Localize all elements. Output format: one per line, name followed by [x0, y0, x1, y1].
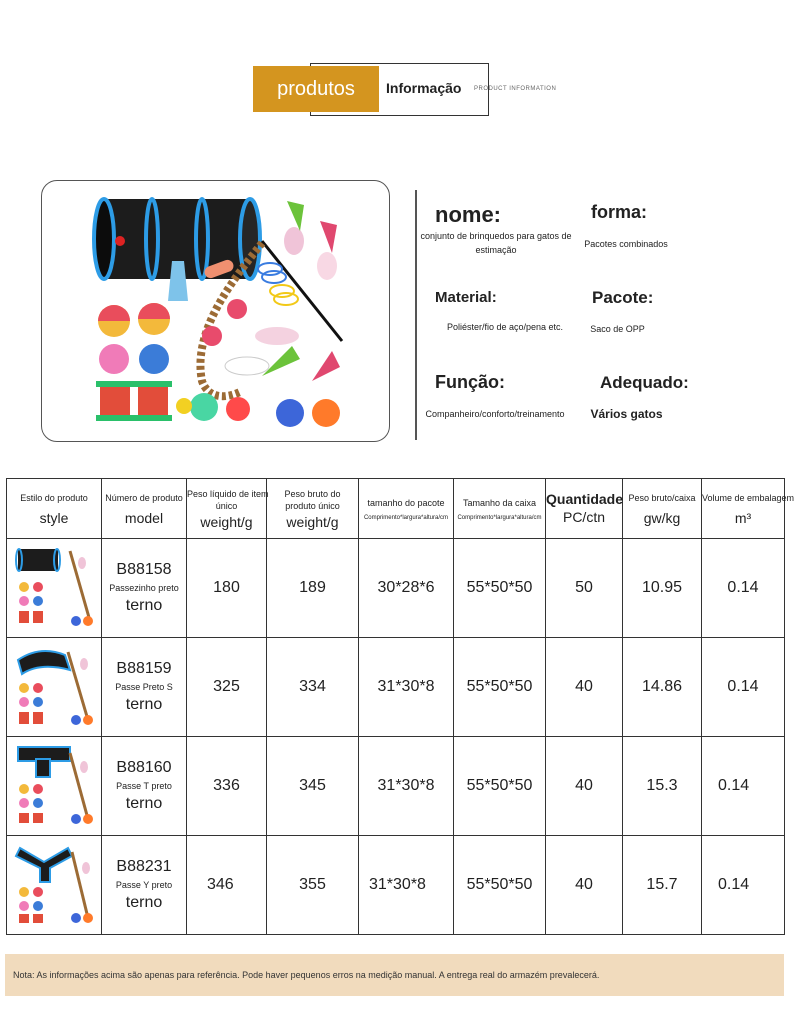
disclaimer-note: Nota: As informações acima são apenas para referência. Pode haver pequenos erros na medição manual. A entrega real do armazém prevalecerá. [5, 954, 784, 996]
row-box-size: 55*50*50 [454, 539, 546, 638]
product-thumbnail-icon [10, 640, 98, 730]
table-row [7, 836, 785, 935]
row-thumbnail [7, 836, 102, 935]
header-box-size: Tamanho da caixa Comprimento*largura*altura/cm [454, 479, 546, 539]
row-box-weight: 15.3 [623, 737, 702, 836]
row-box-size: 55*50*50 [454, 836, 546, 935]
row-package-size: 31*30*8 [359, 836, 454, 935]
header-title-small: PRODUCT INFORMATION [474, 86, 557, 92]
material-value: Poliéster/fio de aço/pena etc. [446, 322, 564, 332]
product-thumbnail-icon [10, 541, 98, 631]
row-model: B88159 Passe Preto S terno [102, 638, 187, 737]
header-package-size: tamanho do pacote Comprimento*largura*altura/cm [359, 479, 454, 539]
function-label: Função: [435, 372, 505, 392]
row-gross-weight: 345 [267, 737, 359, 836]
row-model: B88158 Passezinho preto terno [102, 539, 187, 638]
row-volume: 0.14 [702, 836, 785, 935]
suitable-value: Vários gatos [590, 407, 663, 421]
header-volume: Volume de embalagem m³ [702, 479, 785, 539]
header-quantity: Quantidade PC/ctn [546, 479, 623, 539]
row-box-weight: 14.86 [623, 638, 702, 737]
row-model: B88160 Passe T preto terno [102, 737, 187, 836]
header-model: Número de produto model [102, 479, 187, 539]
row-net-weight: 325 [187, 638, 267, 737]
function-value: Companheiro/conforto/treinamento [425, 409, 565, 419]
row-gross-weight: 189 [267, 539, 359, 638]
roller-toy-icon [96, 381, 192, 421]
row-thumbnail [7, 638, 102, 737]
spec-table [6, 478, 794, 935]
table-row [7, 638, 785, 737]
row-net-weight: 346 [187, 836, 267, 935]
header-style: Estilo do produto style [7, 479, 102, 539]
row-quantity: 50 [546, 539, 623, 638]
package-value: Saco de OPP [590, 324, 645, 334]
header-title-sub: Informação [386, 80, 462, 96]
row-box-size: 55*50*50 [454, 737, 546, 836]
product-thumbnail-icon [10, 838, 98, 928]
cat-toy-set-illustration [42, 181, 391, 443]
row-thumbnail [7, 539, 102, 638]
row-package-size: 31*30*8 [359, 737, 454, 836]
row-volume: 0.14 [702, 737, 785, 836]
suitable-label: Adequado: [600, 373, 689, 392]
header-gross-weight: Peso bruto do produto único weight/g [267, 479, 359, 539]
header-net-weight: Peso líquido de item único weight/g [187, 479, 267, 539]
row-package-size: 30*28*6 [359, 539, 454, 638]
name-value: conjunto de brinquedos para gatos de estimação [420, 231, 572, 255]
ball-toy-icon [98, 299, 340, 427]
table-row [7, 539, 785, 638]
product-image [41, 180, 390, 442]
spring-toy-icon [258, 263, 298, 305]
table-header-row [7, 479, 785, 539]
row-quantity: 40 [546, 737, 623, 836]
material-label: Material: [435, 289, 497, 306]
product-thumbnail-icon [10, 739, 98, 829]
row-volume: 0.14 [702, 539, 785, 638]
row-box-weight: 15.7 [623, 836, 702, 935]
row-volume: 0.14 [702, 638, 785, 737]
row-model: B88231 Passe Y preto terno [102, 836, 187, 935]
package-label: Pacote: [592, 288, 654, 307]
row-net-weight: 180 [187, 539, 267, 638]
header-box-weight: Peso bruto/caixa gw/kg [623, 479, 702, 539]
header-title-main: produtos [253, 66, 379, 112]
row-thumbnail [7, 737, 102, 836]
row-gross-weight: 334 [267, 638, 359, 737]
name-label: nome: [435, 202, 501, 227]
row-quantity: 40 [546, 638, 623, 737]
row-box-size: 55*50*50 [454, 638, 546, 737]
table-row [7, 737, 785, 836]
row-gross-weight: 355 [267, 836, 359, 935]
form-label: forma: [591, 202, 648, 222]
row-quantity: 40 [546, 836, 623, 935]
divider [415, 190, 417, 440]
row-package-size: 31*30*8 [359, 638, 454, 737]
row-net-weight: 336 [187, 737, 267, 836]
form-value: Pacotes combinados [584, 239, 668, 249]
row-box-weight: 10.95 [623, 539, 702, 638]
